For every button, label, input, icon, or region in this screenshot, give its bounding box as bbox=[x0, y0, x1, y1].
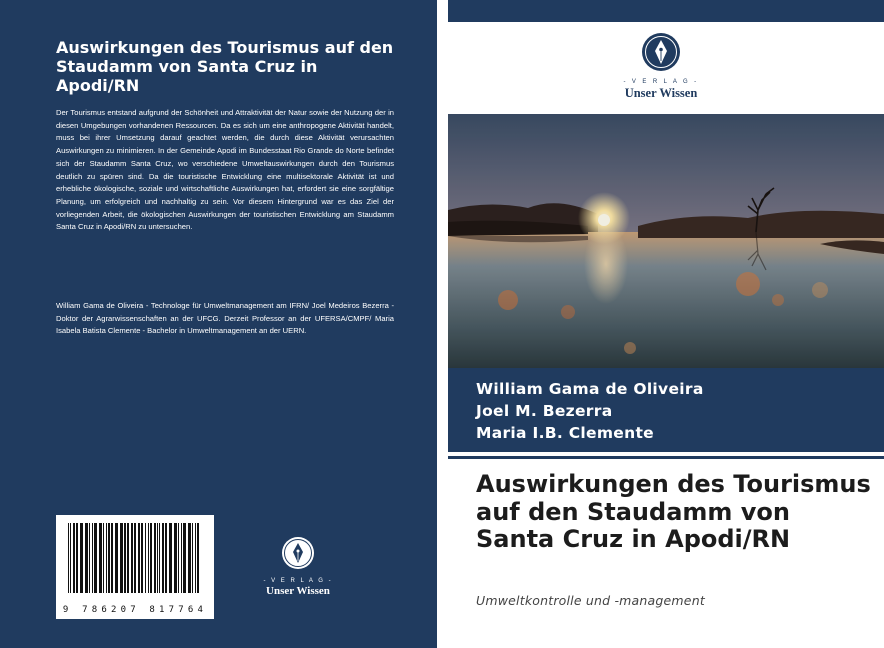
front-publisher-verlag: - V E R L A G - bbox=[623, 79, 699, 85]
sunset-lake-photo bbox=[448, 114, 884, 368]
barcode-bar bbox=[115, 523, 118, 593]
barcode-bar bbox=[169, 523, 172, 593]
spine bbox=[437, 0, 448, 648]
barcode-bar bbox=[127, 523, 129, 593]
barcode-bar bbox=[111, 523, 113, 593]
barcode-bar bbox=[181, 523, 182, 593]
back-cover-author-bio: William Gama de Oliveira - Technologe für Umweltmanagement am IFRN/ Joel Medeiros Bezerra - Doktor der Agrarwissenschaften an der UFCG. Derzeit Professor an der UFERSA/CMPF/ Maria Isabela Batista Clemente - Bachelor in Umweltmanagement an der UERN. bbox=[56, 301, 394, 336]
front-cover-title: Auswirkungen des Tourismus auf den Staudamm von Santa Cruz in Apodi/RN bbox=[476, 470, 871, 553]
front-cover-subtitle: Umweltkontrolle und -management bbox=[476, 593, 705, 608]
barcode-bar bbox=[162, 523, 164, 593]
title-divider bbox=[448, 456, 884, 459]
barcode-bar bbox=[131, 523, 133, 593]
barcode-bar bbox=[76, 523, 78, 593]
barcode-bar bbox=[157, 523, 158, 593]
barcode-bar bbox=[183, 523, 186, 593]
barcode-bar bbox=[85, 523, 88, 593]
barcode-bar bbox=[106, 523, 107, 593]
barcode-bar bbox=[134, 523, 136, 593]
front-publisher-name: Unser Wissen bbox=[624, 86, 698, 100]
back-publisher-verlag: - V E R L A G - bbox=[263, 578, 333, 584]
barcode-bar bbox=[197, 523, 199, 593]
author-3: Maria I.B. Clemente bbox=[476, 424, 654, 442]
barcode-bar bbox=[141, 523, 143, 593]
author-1: William Gama de Oliveira bbox=[476, 380, 704, 398]
barcode-bar bbox=[120, 523, 123, 593]
barcode-bar bbox=[92, 523, 93, 593]
barcode-bar bbox=[174, 523, 177, 593]
back-cover bbox=[0, 0, 437, 648]
pen-nib-in-circle-icon bbox=[641, 32, 681, 72]
isbn-barcode bbox=[56, 515, 214, 619]
author-band bbox=[448, 368, 884, 452]
back-cover-title: Auswirkungen des Tourismus auf den Staudamm von Santa Cruz in Apodi/RN bbox=[56, 38, 394, 95]
barcode-bar bbox=[138, 523, 140, 593]
pen-nib-in-circle-icon bbox=[281, 536, 315, 570]
barcode-bar bbox=[178, 523, 179, 593]
barcode-bar bbox=[154, 523, 156, 593]
barcode-bar bbox=[73, 523, 75, 593]
front-cover bbox=[448, 0, 884, 648]
barcode-bar bbox=[188, 523, 191, 593]
barcode-bar bbox=[103, 523, 104, 593]
isbn-digits: 9 786207 817764 bbox=[62, 605, 208, 615]
barcode-bar bbox=[99, 523, 102, 593]
barcode-bar bbox=[165, 523, 167, 593]
barcode-bar bbox=[80, 523, 83, 593]
back-cover-blurb: Der Tourismus entstand aufgrund der Schönheit und Attraktivität der Natur sowie der Nutzung der in diesen Umgebungen vorhandenen Ressourcen. Da es sich um eine anthropogene Aktivität handelt, muss bei ihrer Umsetzung darauf geachtet werden, die durch diese Aktivität verursachten Auswirkungen zu minimieren. In der Gemeinde Apodi im Bundesstaat Rio Grande do Norte befindet sich der Staudamm Santa Cruz, wo verschiedene Umweltauswirkungen durch den Tourismus deutlich zu spüren sind. Da die touristische Entwicklung eine multisektorale Aktivität ist und erhebliche ökologische, soziale und wirtschaftliche Auswirkungen hat, erfordert sie eine sorgfältige Planung, um erfolgreich und nachhaltig zu sein. Vor diesem Hintergrund war es das Ziel der vorliegenden Arbeit, die ökologischen Auswirkungen der touristischen Entwicklung am Staudamm Santa Cruz in Apodi/RN zu untersuchen. bbox=[56, 108, 394, 232]
top-band bbox=[448, 0, 884, 22]
barcode-bar bbox=[150, 523, 152, 593]
barcode-bar bbox=[159, 523, 160, 593]
barcode-bar bbox=[70, 523, 71, 593]
barcode-bars bbox=[64, 523, 206, 605]
barcode-bar bbox=[89, 523, 90, 593]
author-2: Joel M. Bezerra bbox=[476, 402, 613, 420]
barcode-bar bbox=[124, 523, 126, 593]
barcode-bar bbox=[148, 523, 149, 593]
back-publisher-name: Unser Wissen bbox=[266, 585, 330, 597]
back-publisher-logo bbox=[258, 536, 338, 597]
barcode-bar bbox=[108, 523, 110, 593]
barcode-bar bbox=[68, 523, 69, 593]
front-publisher-logo bbox=[606, 32, 716, 101]
barcode-bar bbox=[145, 523, 146, 593]
barcode-bar bbox=[94, 523, 97, 593]
barcode-bar bbox=[195, 523, 196, 593]
barcode-bar bbox=[192, 523, 193, 593]
